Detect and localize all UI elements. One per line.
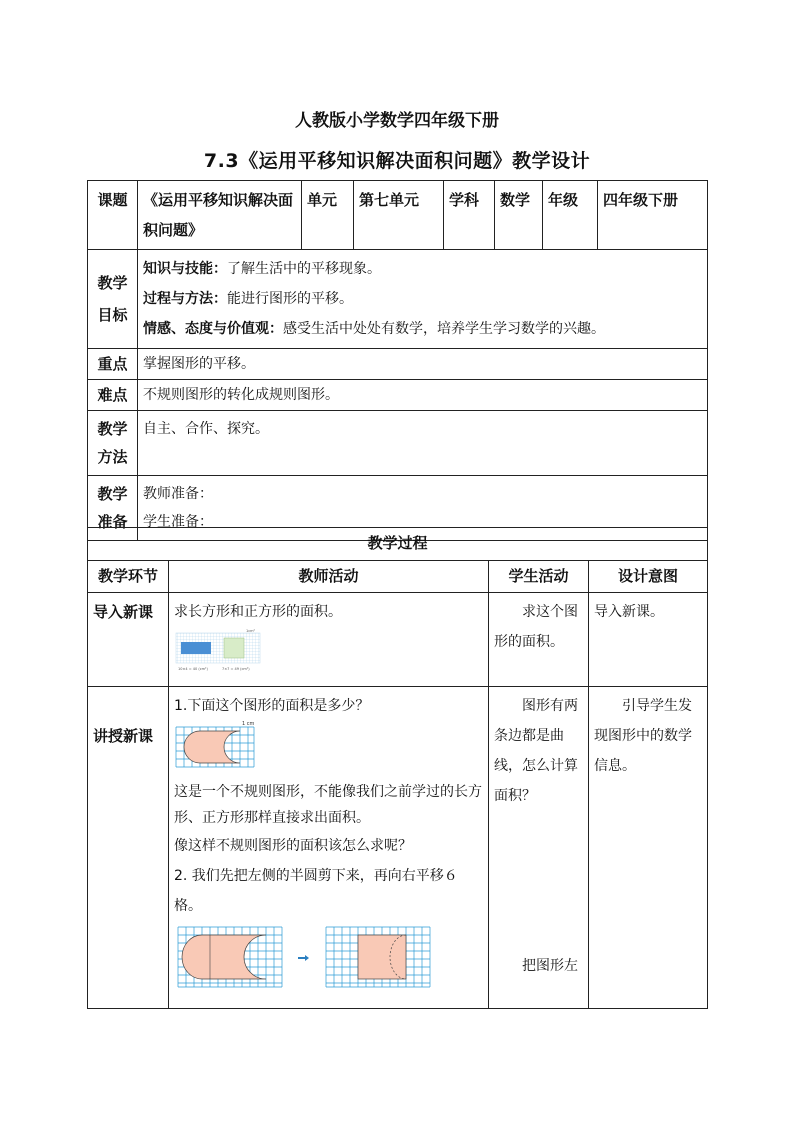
goal-item: 情感、态度与价值观：感受生活中处处有数学，培养学生学习数学的兴趣。 — [143, 321, 605, 337]
shape-before — [182, 935, 266, 979]
teacher-prep: 教师准备： — [143, 486, 213, 502]
page-subtitle: 7.3《运用平移知识解决面积问题》教学设计 — [203, 150, 591, 172]
goals-label: 教学目标 — [88, 250, 138, 349]
col-header-intent: 设计意图 — [589, 561, 708, 593]
square-area-label: 7×7 = 49 (cm²) — [222, 667, 250, 671]
key-point-label: 重点 — [88, 349, 138, 380]
rect-square-figure — [174, 627, 264, 673]
info-table — [87, 180, 708, 541]
unit-cm-label: 1 cm — [242, 721, 255, 727]
rect-area-label: 10×4 = 40 (cm²) — [178, 667, 208, 671]
subject-label: 学科 — [444, 181, 495, 250]
goals-content — [138, 250, 708, 349]
student-question: 图形有两条边都是曲线，怎么计算面积？ — [494, 698, 578, 804]
grade-value: 四年级下册 — [598, 181, 708, 250]
prep-label: 教学准备 — [88, 476, 138, 541]
student-activity-intro: 求这个图形的面积。 — [489, 593, 589, 687]
student-step: 把图形左 — [522, 958, 578, 974]
unit-label: 1cm² — [246, 629, 255, 633]
col-header-teacher: 教师活动 — [169, 561, 489, 593]
grade-label: 年级 — [543, 181, 598, 250]
difficulty-label: 难点 — [88, 380, 138, 411]
stage-intro: 导入新课 — [88, 593, 169, 687]
process-table — [87, 527, 708, 1009]
shape-after — [358, 935, 406, 979]
question-text: 1.下面这个图形的面积是多少？ — [174, 698, 370, 714]
teacher-activity-new — [169, 687, 489, 1009]
page-title: 人教版小学数学四年级下册 — [295, 111, 499, 131]
student-prep: 学生准备： — [143, 514, 213, 530]
blue-rectangle — [181, 642, 211, 654]
process-title: 教学过程 — [88, 528, 708, 561]
unit-label: 单元 — [302, 181, 354, 250]
irregular-shape — [184, 731, 240, 763]
teacher-activity-intro — [169, 593, 489, 687]
explain-text: 这是一个不规则图形，不能像我们之前学过的长方形、正方形那样直接求出面积。 — [174, 784, 482, 826]
topic-value: 《运用平移知识解决面积问题》 — [138, 181, 302, 250]
green-square — [224, 638, 244, 658]
intent-new: 引导学生发现图形中的数学信息。 — [589, 687, 708, 1009]
step-text: 2. 我们先把左侧的半圆剪下来，再向右平移６格。 — [174, 868, 458, 914]
unit-value: 第七单元 — [354, 181, 444, 250]
subject-value: 数学 — [495, 181, 543, 250]
difficulty-text: 不规则图形的转化成规则图形。 — [138, 380, 708, 411]
stage-new: 讲授新课 — [88, 687, 169, 1009]
intent-intro: 导入新课。 — [589, 593, 708, 687]
translation-figure — [174, 925, 436, 991]
method-label: 教学方法 — [88, 411, 138, 476]
topic-label: 课题 — [88, 181, 138, 250]
col-header-student: 学生活动 — [489, 561, 589, 593]
teacher-text: 求长方形和正方形的面积。 — [174, 604, 342, 620]
goal-item: 过程与方法：能进行图形的平移。 — [143, 291, 353, 307]
student-activity-new — [489, 687, 589, 1009]
col-header-stage: 教学环节 — [88, 561, 169, 593]
key-point-text: 掌握图形的平移。 — [138, 349, 708, 380]
goal-item: 知识与技能：了解生活中的平移现象。 — [143, 261, 381, 277]
question-text-2: 像这样不规则图形的面积该怎么求呢？ — [174, 838, 412, 854]
method-text: 自主、合作、探究。 — [138, 411, 708, 476]
irregular-shape-figure — [174, 717, 260, 775]
